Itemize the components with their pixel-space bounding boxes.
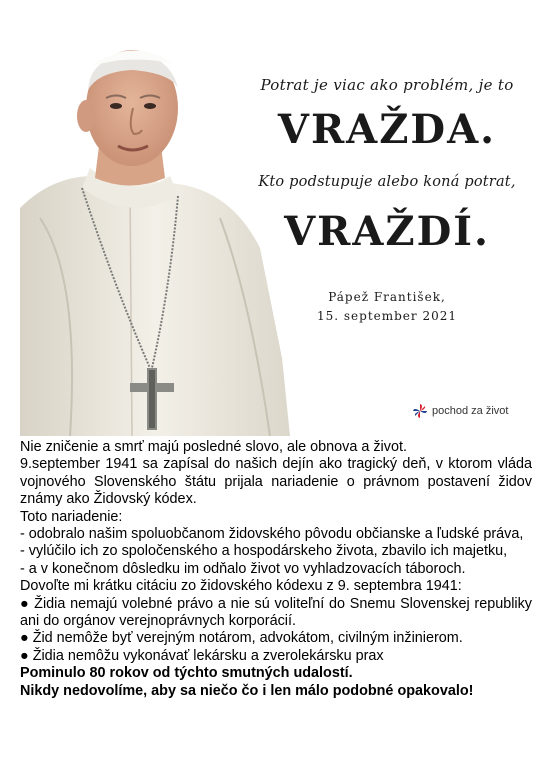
list-item: - vylúčilo ich zo spoločenského a hospodárskeho života, zbavilo ich majetku,	[20, 543, 508, 560]
quote-author: Pápež František,	[328, 290, 446, 304]
list-item: - a v konečnom dôsledku im odňalo život vo vyhladzovacích táboroch.	[20, 560, 466, 577]
bullet-item: ● Žid nemôže byť verejným notárom, advokátom, civilným inžinierom.	[20, 630, 463, 647]
poster-image	[20, 18, 528, 436]
paragraph-citation-intro: Dovoľte mi krátku citáciu zo židovského kódexu z 9. septembra 1941:	[20, 578, 462, 595]
paragraph-history: 9.september 1941 sa zapísal do našich dejín ako tragický deň, v ktorom vláda vojnového Slovenského štátu prijala nariadenie o právnom postavení židov známy ako Židovský kódex.	[20, 456, 532, 508]
bullet-item: ● Židia nemajú volebné právo a nie sú voliteľní do Snemu Slovenskej republiky ani do orgánov verejnoprávnych korporácií.	[20, 595, 532, 630]
quote-line-2: Kto podstupuje alebo koná potrat,	[258, 174, 516, 190]
paragraph-ordinance-intro: Toto nariadenie:	[20, 508, 123, 525]
pope-photo	[20, 18, 290, 436]
brand-logo	[412, 403, 508, 419]
quote-headline-1: VRAŽDA.	[277, 106, 497, 153]
bullet-item: ● Židia nemôžu vykonávať lekársku a zverolekársku prax	[20, 647, 384, 664]
quote-line-1: Potrat je viac ako problém, je to	[260, 76, 514, 94]
article-text	[20, 439, 532, 700]
list-item: - odobralo našim spoluobčanom židovského pôvodu občianske a ľudské práva,	[20, 526, 524, 543]
quote-date: 15. september 2021	[316, 309, 457, 323]
paragraph-intro: Nie zničenie a smrť majú posledné slovo, ale obnova a život.	[20, 439, 407, 455]
pinwheel-logo-icon	[412, 403, 428, 419]
brand-name: pochod za život	[432, 405, 509, 417]
closing-statement: Pominulo 80 rokov od týchto smutných udalostí.	[20, 665, 353, 682]
quote-headline-2: VRAŽDÍ.	[284, 208, 490, 255]
closing-pledge: Nikdy nedovolíme, aby sa niečo čo i len málo podobné opakovalo!	[20, 682, 474, 699]
